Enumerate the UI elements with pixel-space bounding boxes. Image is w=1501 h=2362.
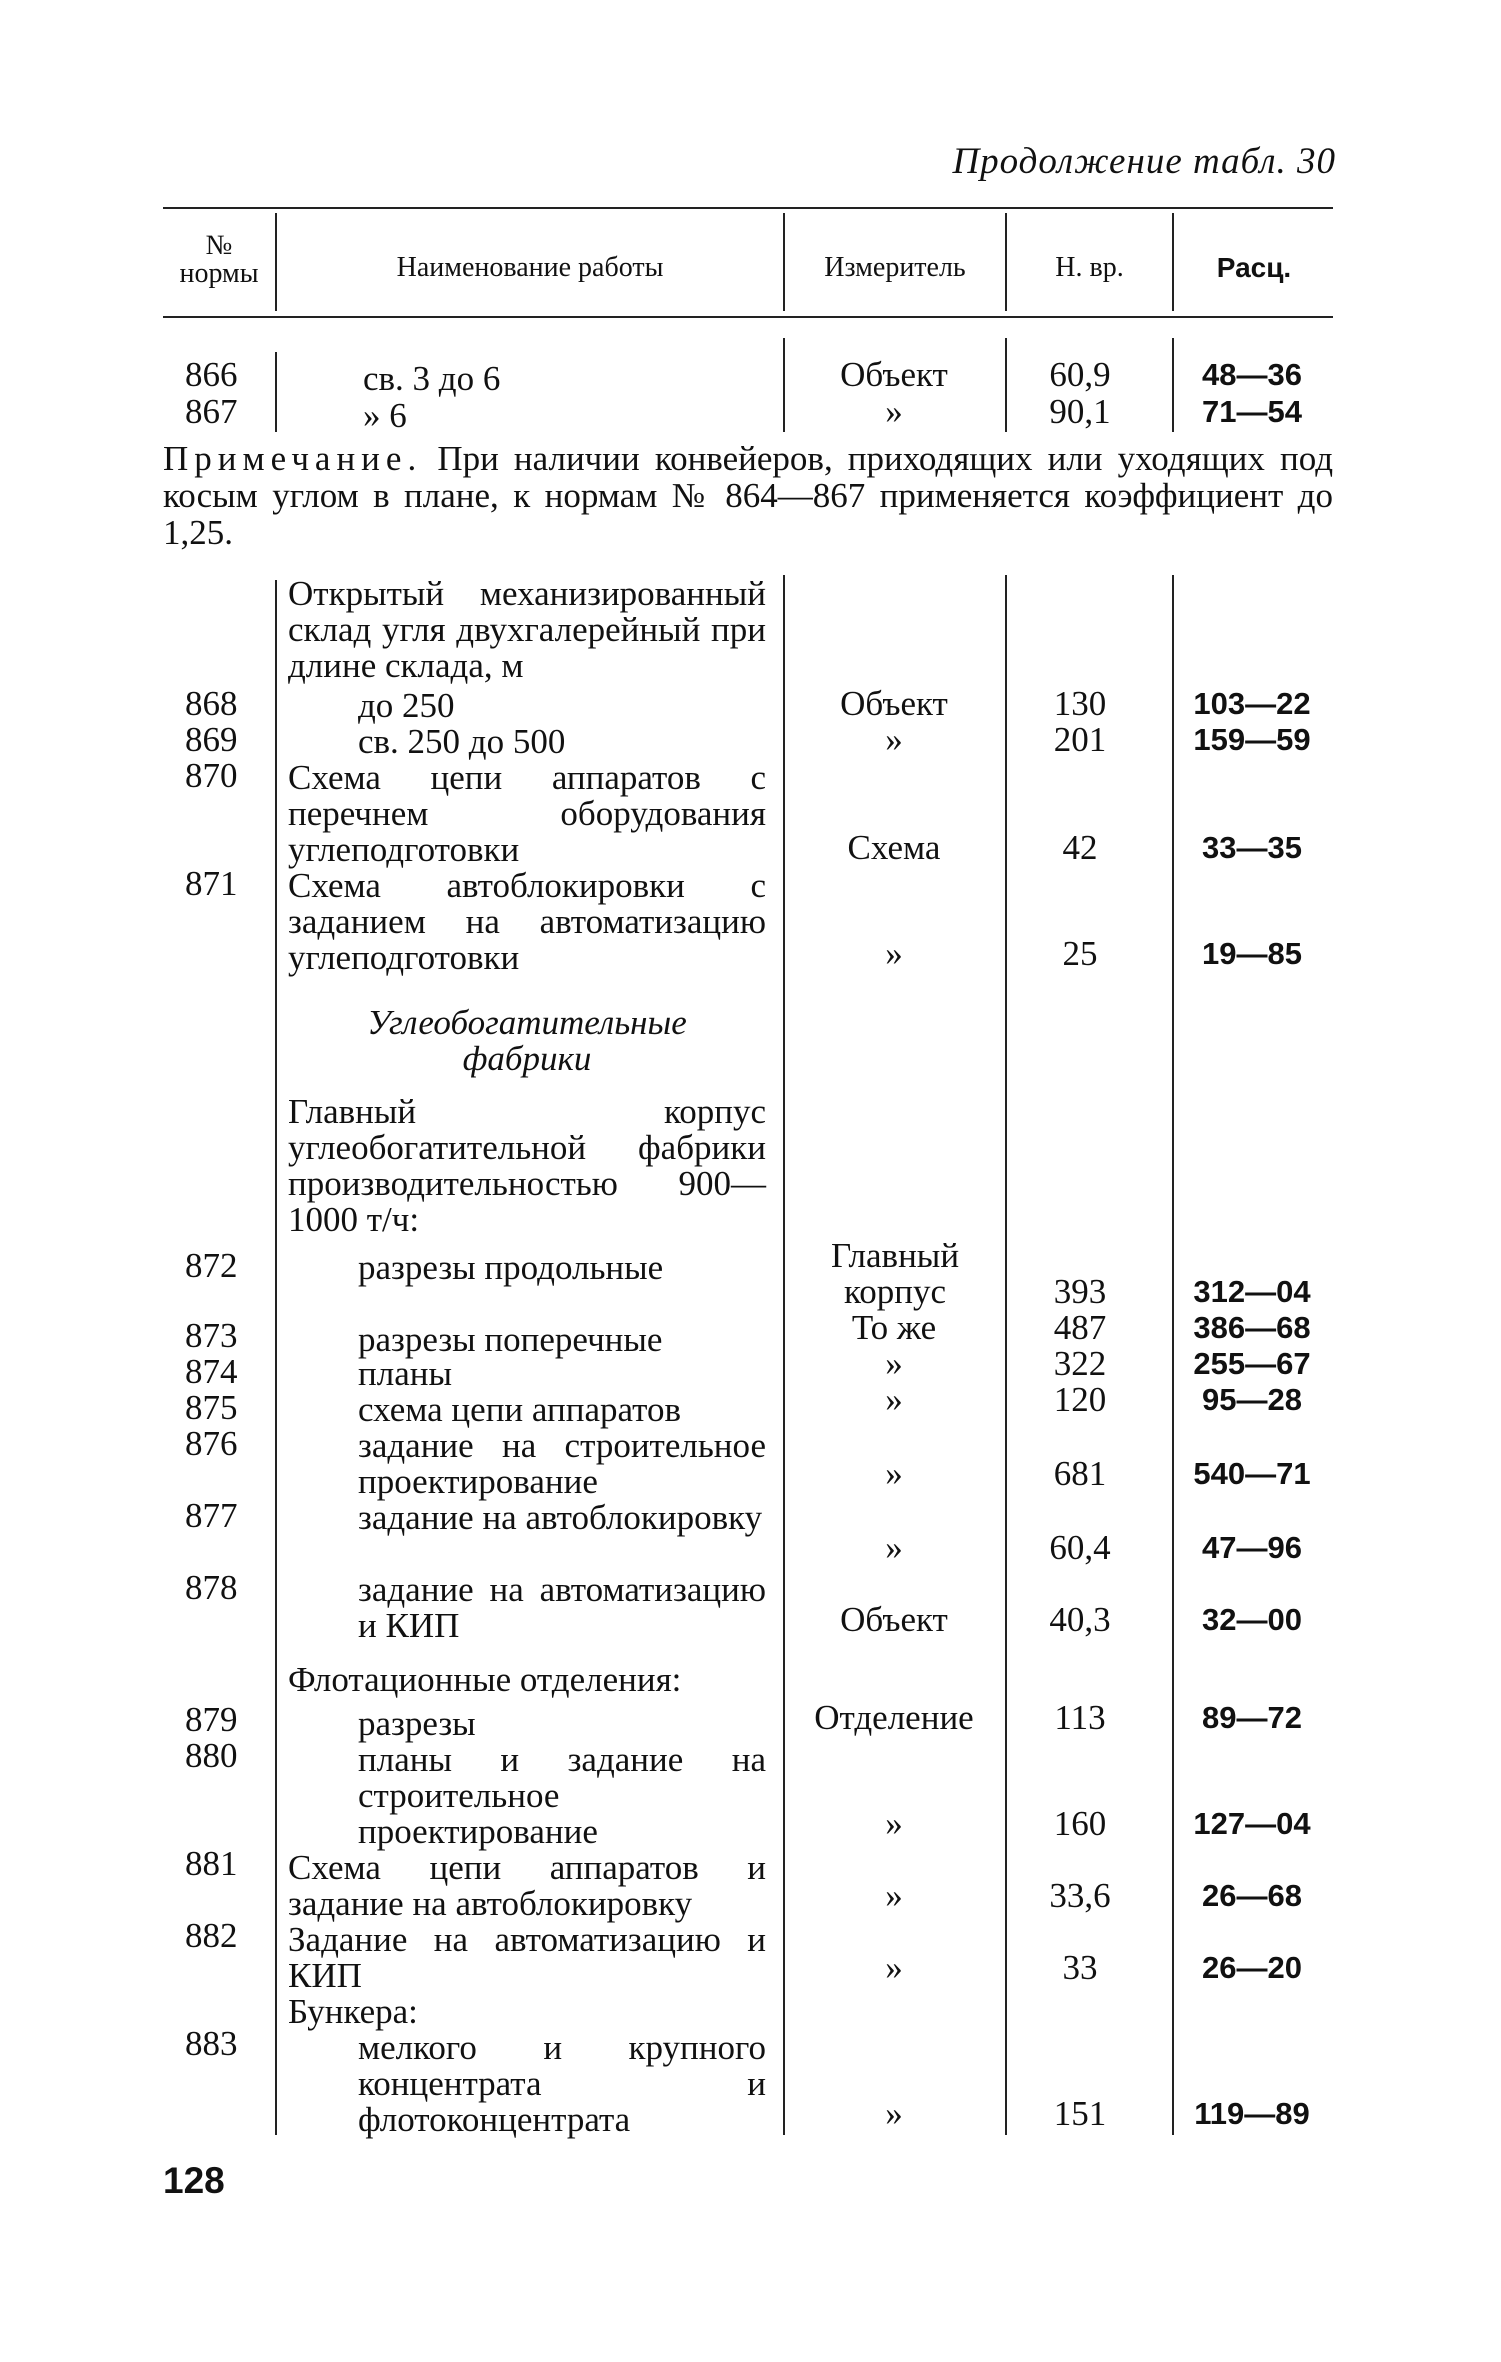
row-time-norm: 120 [1053,1380,1107,1419]
group-title: Флотационные отделения: [288,1660,682,1699]
row-measure: » [885,1380,903,1419]
table-top-rule [163,207,1333,209]
row-measure: То же [851,1308,937,1347]
header-name: Наименование работы [396,252,664,283]
row-num: 883 [185,2024,238,2063]
row-rate: 386—68 [1193,1310,1311,1345]
row-measure: » [885,934,903,973]
row-name: » 6 [363,396,407,435]
row-num: 871 [185,864,238,903]
row-name: задание на строительное проектирование [358,1426,766,1501]
row-rate: 71—54 [1202,394,1302,429]
row-num: 878 [185,1568,238,1607]
row-measure: » [885,392,903,431]
row-num: 872 [185,1246,238,1285]
row-rate: 47—96 [1202,1530,1302,1565]
row-time-norm: 25 [1062,934,1098,973]
row-name: Схема автоблокировки с заданием на автоматизацию углеподготовки [288,866,766,977]
row-rate: 26—20 [1202,1950,1302,1985]
row-name: Задание на автоматизацию и КИП [288,1920,766,1995]
row-measure: » [885,1804,903,1843]
section-title: Углеобогатительные фабрики [367,1003,687,1078]
header-rate: Расц. [1216,252,1292,283]
page-number: 128 [163,2160,225,2201]
row-measure: Объект [840,684,948,723]
row-time-norm: 42 [1062,828,1098,867]
column-rule [275,580,277,2135]
row-measure: Отделение [814,1698,974,1737]
row-measure: » [885,1948,903,1987]
row-num: 879 [185,1700,238,1739]
row-name: св. 3 до 6 [363,359,501,398]
row-name: св. 250 до 500 [358,722,566,761]
note-text: При наличии конвейеров, приходящих или уходящих под косым углом в плане, к нормам № 864—867 применяется коэффициент до 1,25. [163,439,1334,552]
row-rate: 540—71 [1193,1456,1311,1491]
row-rate: 48—36 [1202,357,1302,392]
row-name: планы и задание на строительное проектирование [358,1740,766,1851]
row-rate: 103—22 [1193,686,1311,721]
row-measure: Объект [840,1600,948,1639]
row-name: разрезы [358,1704,476,1743]
row-time-norm: 322 [1053,1344,1107,1383]
row-time-norm: 201 [1053,720,1107,759]
row-time-norm: 33 [1062,1948,1098,1987]
row-time-norm: 60,9 [1049,355,1111,394]
row-name: до 250 [358,686,455,725]
group-title: Открытый механизированный склад угля двухгалерейный при длине склада, м [288,574,766,685]
row-rate: 255—67 [1193,1346,1311,1381]
row-name: задание на автоблокировку [358,1498,763,1537]
row-name: планы [358,1354,452,1393]
row-name: разрезы поперечные [358,1320,663,1359]
row-name: Схема цепи аппаратов и задание на автоблокировку [288,1848,766,1923]
table-header-rule [163,316,1333,318]
group-title: Главный корпус углеобогатительной фабрики производительностью 900—1000 т/ч: [288,1092,766,1239]
row-rate: 89—72 [1202,1700,1302,1735]
row-time-norm: 130 [1053,684,1107,723]
row-rate: 312—04 [1193,1274,1311,1309]
row-num: 881 [185,1844,238,1883]
row-name: задание на автоматизацию и КИП [358,1570,766,1645]
row-num: 868 [185,684,238,723]
row-time-norm: 393 [1053,1272,1107,1311]
row-time-norm: 60,4 [1049,1528,1111,1567]
row-num: 874 [185,1352,238,1391]
row-measure: » [885,1454,903,1493]
row-num: 873 [185,1316,238,1355]
row-time-norm: 160 [1053,1804,1107,1843]
continuation-title: Продолжение табл. 30 [952,141,1336,182]
row-num: 869 [185,720,238,759]
row-num: 880 [185,1736,238,1775]
column-rule [1005,338,1007,432]
row-num: 876 [185,1424,238,1463]
row-rate: 95—28 [1202,1382,1302,1417]
row-measure: Объект [840,355,948,394]
row-time-norm: 681 [1053,1454,1107,1493]
row-num: 882 [185,1916,238,1955]
row-measure: » [885,2094,903,2133]
row-measure: Схема [847,828,941,867]
row-num: 867 [185,392,238,431]
row-measure: » [885,720,903,759]
row-measure: Главный корпус [830,1236,960,1311]
row-name: схема цепи аппаратов [358,1390,681,1429]
row-time-norm: 113 [1054,1698,1106,1737]
column-rule [275,352,277,432]
row-num: 870 [185,756,238,795]
row-rate: 159—59 [1193,722,1311,757]
row-rate: 33—35 [1202,830,1302,865]
row-time-norm: 487 [1053,1308,1107,1347]
row-rate: 26—68 [1202,1878,1302,1913]
note-label: Примечание. [163,439,423,478]
header-num: № нормы [179,230,259,289]
row-rate: 19—85 [1202,936,1302,971]
row-time-norm: 90,1 [1049,392,1111,431]
row-time-norm: 151 [1053,2094,1107,2133]
row-num: 875 [185,1388,238,1427]
row-measure: » [885,1528,903,1567]
column-rule [1005,575,1007,2135]
row-time-norm: 33,6 [1049,1876,1111,1915]
row-name: Схема цепи аппаратов с перечнем оборудования углеподготовки [288,758,766,869]
row-name: мелкого и крупного концентрата и флотоконцентрата [358,2028,766,2139]
row-measure: » [885,1876,903,1915]
column-rule [783,575,785,2135]
table-note [163,440,1333,551]
row-num: 877 [185,1496,238,1535]
row-rate: 119—89 [1194,2096,1310,2131]
row-name: разрезы продольные [358,1248,664,1287]
row-num: 866 [185,355,238,394]
row-rate: 32—00 [1202,1602,1302,1637]
header-time-norm: Н. вр. [1055,252,1124,283]
row-measure: » [885,1344,903,1383]
row-time-norm: 40,3 [1049,1600,1111,1639]
group-title: Бункера: [288,1992,418,2031]
row-rate: 127—04 [1193,1806,1311,1841]
header-measure: Измеритель [824,252,966,283]
